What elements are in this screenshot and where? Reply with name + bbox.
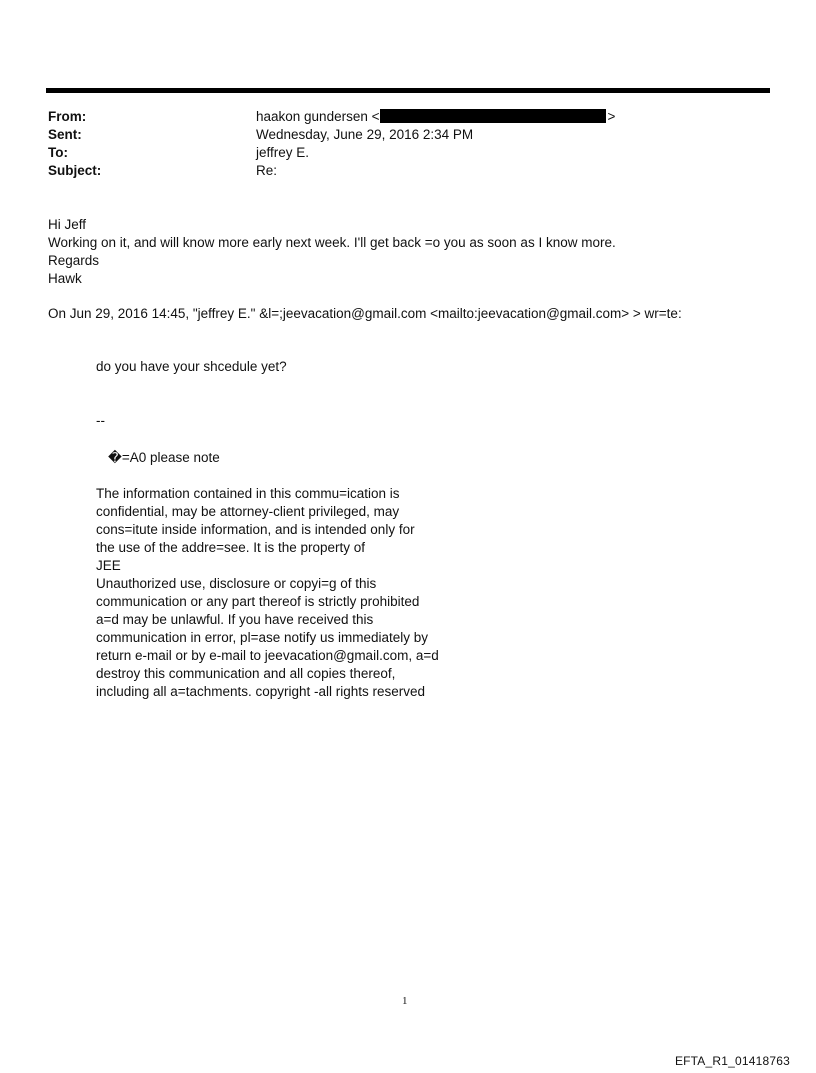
disclaimer-line: including all a=tachments. copyright -all rights reserved — [96, 684, 426, 699]
disclaimer-line: communication or any part thereof is strictly prohibited — [96, 594, 420, 609]
quote-attribution: On Jun 29, 2016 14:45, "jeffrey E." &l=;jeevacation@gmail.com <mailto:jeevacation@gmail.com> > wr=te: — [48, 306, 682, 321]
email-header — [48, 108, 768, 180]
from-row — [48, 108, 768, 126]
disclaimer-line: return e-mail or by e-mail to jeevacation@gmail.com, a=d — [96, 648, 439, 663]
sender-name: haakon gundersen < — [256, 109, 380, 124]
header-divider — [46, 88, 770, 93]
disclaimer-line: Unauthorized use, disclosure or copyi=g of this — [96, 576, 377, 591]
confidentiality-disclaimer — [96, 485, 516, 701]
subject-label: Subject: — [48, 163, 102, 178]
disclaimer-line: communication in error, pl=ase notify us immediately by — [96, 630, 429, 645]
disclaimer-line: The information contained in this commu=ication is — [96, 486, 400, 501]
greeting-line: Hi Jeff — [48, 217, 87, 232]
to-label: To: — [48, 145, 68, 160]
disclaimer-line: cons=itute inside information, and is intended only for — [96, 522, 415, 537]
from-label: From: — [48, 109, 87, 124]
page-number: 1 — [402, 995, 408, 1007]
to-row — [48, 144, 768, 162]
disclaimer-line: the use of the addre=see. It is the property of — [96, 540, 366, 555]
sent-label: Sent: — [48, 127, 82, 142]
quoted-question: do you have your shcedule yet? — [96, 359, 287, 374]
please-note-line: �=A0 please note — [108, 450, 220, 465]
subject-row — [48, 162, 768, 180]
from-value — [256, 108, 615, 126]
signature-line: Hawk — [48, 271, 82, 286]
disclaimer-line: JEE — [96, 558, 121, 573]
signature-separator: -- — [96, 413, 105, 428]
disclaimer-line: a=d may be unlawful. If you have received this — [96, 612, 374, 627]
sent-row — [48, 126, 768, 144]
disclaimer-line: confidential, may be attorney-client privileged, may — [96, 504, 400, 519]
sender-close-bracket: > — [607, 109, 616, 124]
to-value: jeffrey E. — [256, 145, 310, 160]
document-id: EFTA_R1_01418763 — [674, 1054, 790, 1068]
subject-value: Re: — [256, 163, 278, 178]
message-line: Working on it, and will know more early next week. I'll get back =o you as soon as I know more. — [48, 235, 616, 250]
message-body — [48, 216, 788, 288]
disclaimer-line: destroy this communication and all copies thereof, — [96, 666, 396, 681]
sent-value: Wednesday, June 29, 2016 2:34 PM — [256, 127, 474, 142]
redacted-email-block — [380, 109, 606, 123]
closing-line: Regards — [48, 253, 100, 268]
